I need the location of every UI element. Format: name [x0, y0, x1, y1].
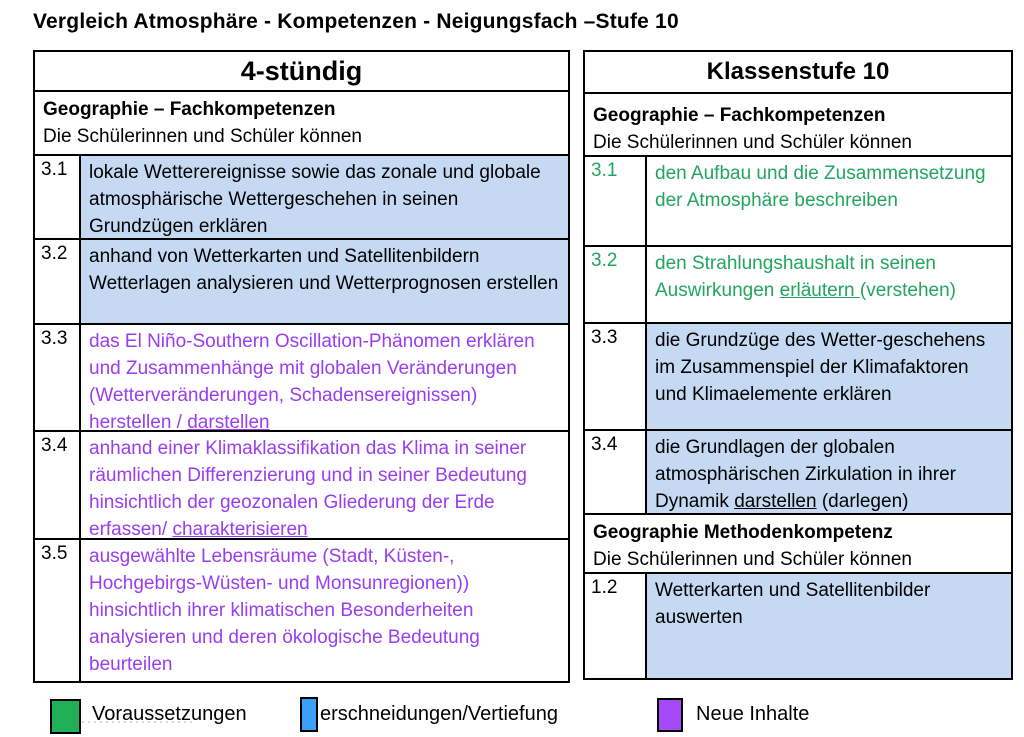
- legend-swatch-green: [50, 699, 81, 734]
- row-text: anhand einer Klimaklassifikation das Klima in seiner räumlichen Differenzierung und in seiner Bedeutung hinsichtlich der geozonalen Gliederung der Erde erfassen/: [89, 438, 527, 540]
- table-row: [585, 247, 1011, 324]
- legend-swatch-blue: [300, 697, 318, 732]
- row-text-underlined: darstellen: [187, 412, 270, 433]
- right-subheader-normal: Die Schülerinnen und Schüler können: [593, 132, 912, 153]
- row-text-cell: [647, 574, 1011, 678]
- table-row: [35, 156, 568, 240]
- row-number-cell: 1.2: [585, 574, 647, 678]
- table-row: [35, 540, 568, 681]
- row-text-underlined: erläutern: [779, 280, 860, 301]
- row-text: den Strahlungshaushalt in seinen Auswirkungen: [655, 253, 936, 301]
- row-text-post: (darlegen): [816, 491, 909, 512]
- row-number-cell: 3.1: [35, 156, 81, 238]
- right-subheader2-bold: Geographie Methodenkompetenz: [593, 522, 893, 543]
- legend-label-voraussetzungen: Voraussetzungen: [92, 703, 247, 725]
- table-row: [585, 574, 1011, 678]
- row-text-cell: [81, 540, 568, 681]
- row-text: das El Niño-Southern Oscillation-Phänomen erklären und Zusammenhänge mit globalen Veränderungen (Wetterveränderungen, Schadensereignissen) herstellen /: [89, 331, 535, 433]
- row-number-cell: 3.2: [35, 240, 81, 323]
- row-text-cell: [81, 156, 568, 238]
- row-text-cell: [647, 247, 1011, 322]
- row-text: lokale Wetterereignisse sowie das zonale und globale atmosphärische Wettergeschehen in seinen Grundzügen erklären: [89, 162, 541, 237]
- row-number-cell: 3.4: [35, 432, 81, 538]
- legend-label-ueberschneidungen: erschneidungen/Vertiefung: [320, 703, 558, 725]
- row-text-cell: [81, 432, 568, 538]
- row-text-cell: [81, 325, 568, 433]
- row-text-cell: [647, 324, 1011, 429]
- row-number-cell: 3.1: [585, 157, 647, 245]
- row-text: die Grundzüge des Wetter-geschehens im Zusammenspiel der Klimafaktoren und Klimaelemente erklären: [655, 330, 986, 405]
- left-table-subheader: [35, 92, 568, 156]
- row-text-cell: [647, 431, 1011, 513]
- table-row: [585, 431, 1011, 515]
- table-row: [35, 325, 568, 432]
- legend-label-neue-inhalte: Neue Inhalte: [696, 703, 810, 725]
- table-row: [585, 157, 1011, 247]
- legend-swatch-purple: [657, 698, 683, 732]
- row-text: Wetterkarten und Satellitenbilder auswerten: [655, 580, 931, 628]
- left-table-header: [35, 52, 568, 92]
- row-number-cell: 3.3: [585, 324, 647, 429]
- right-table-subheader2: [585, 515, 1011, 574]
- row-text: die Grundlagen der globalen atmosphärischen Zirkulation in ihrer Dynamik: [655, 437, 956, 512]
- right-table: [583, 50, 1013, 680]
- left-subheader-normal: Die Schülerinnen und Schüler können: [43, 126, 362, 147]
- row-text: ausgewählte Lebensräume (Stadt, Küsten-, Hochgebirgs-Wüsten- und Monsunregionen)) hinsichtlich ihrer klimatischen Besonderheiten analysieren und deren ökologische Bedeutung beurteilen: [89, 546, 480, 675]
- row-text: den Aufbau und die Zusammensetzung der Atmosphäre beschreiben: [655, 163, 986, 211]
- right-table-header: [585, 52, 1011, 94]
- row-number-cell: 3.2: [585, 247, 647, 322]
- row-text-underlined: charakterisieren: [172, 519, 308, 540]
- row-text-cell: [81, 240, 568, 323]
- row-text: anhand von Wetterkarten und Satellitenbildern Wetterlagen analysieren und Wetterprognosen erstellen: [89, 246, 559, 294]
- row-text-underlined: darstellen: [734, 491, 817, 512]
- row-number-cell: 3.5: [35, 540, 81, 681]
- row-number-cell: 3.3: [35, 325, 81, 430]
- row-text-cell: [647, 157, 1011, 245]
- page-title: Vergleich Atmosphäre - Kompetenzen - Neigungsfach –Stufe 10: [33, 10, 679, 33]
- left-table: [33, 50, 570, 683]
- left-subheader-bold: Geographie – Fachkompetenzen: [43, 99, 336, 120]
- row-number-cell: 3.4: [585, 431, 647, 513]
- right-subheader-bold: Geographie – Fachkompetenzen: [593, 105, 886, 126]
- right-table-title: Klassenstufe 10: [706, 58, 890, 85]
- table-row: [585, 324, 1011, 431]
- right-table-subheader: [585, 94, 1011, 157]
- table-row: [35, 432, 568, 540]
- row-text-post: (verstehen): [859, 280, 957, 301]
- right-subheader2-normal: Die Schülerinnen und Schüler können: [593, 549, 912, 570]
- left-table-title: 4-stündig: [240, 55, 363, 86]
- table-row: [35, 240, 568, 325]
